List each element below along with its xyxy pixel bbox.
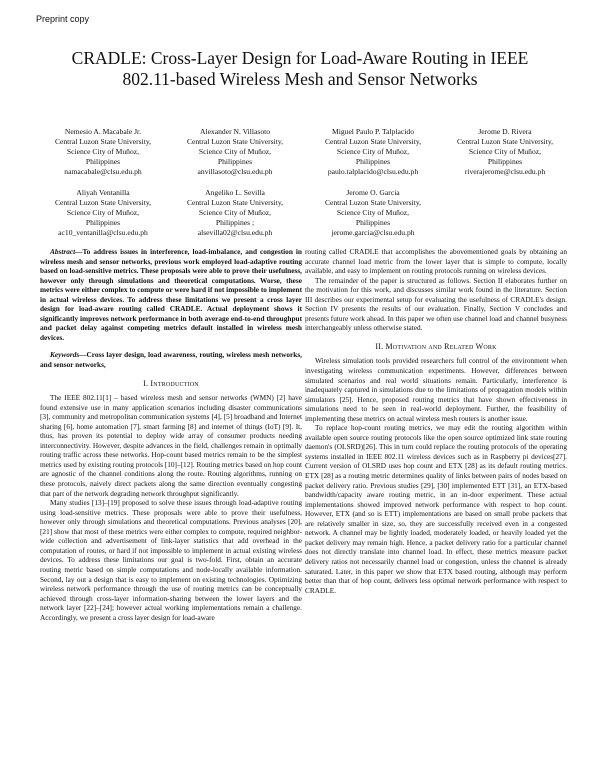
author-email: alsevilla02@clsu.edu.ph: [197, 228, 273, 237]
section-heading-introduction: I. Introduction: [143, 378, 199, 388]
author-country: Philippines: [85, 157, 121, 166]
author-city: Science City of Muñoz,: [66, 147, 140, 156]
paragraph: Wireless simulation tools provided researchers full control of the environment when investigating wireless communication experiments. However, differences between simulated scenarios and real world situations remain. Particularly, interference is inadequately captured in simulations due to the limitations of propagation models within simulators [25]. Hence, proposed routing metrics that have shown effectiveness in simulations need to be seen in real-world deployment. Further, the feasibility of implementing these metrics on actual wireless mesh routers is another issue.: [305, 356, 567, 423]
keywords-text: Cross layer design, load awareness, routing, wireless mesh networks, and sensor networks,: [40, 350, 302, 370]
author-affiliation: Central Luzon State University,: [456, 137, 554, 146]
author-affiliation: Central Luzon State University,: [324, 198, 422, 207]
author-city: Science City of Muñoz,: [198, 208, 272, 217]
author-email: anvillasoto@clsu.edu.ph: [197, 167, 273, 176]
author-block: [38, 188, 168, 238]
author-city: Science City of Muñoz,: [198, 147, 272, 156]
right-column: [305, 247, 567, 595]
paragraph: The IEEE 802.11[1] – based wireless mesh and sensor networks (WMN) [2] have found extensive use in many application scenarios including disaster communications [3], community and metropolitan communication systems [4], [5] broadband and Internet sharing [6], home automation [7], smart farming [8] and internet of things (IoT) [9]. It, thus, has proven its potential to deploy wide array of consumer products needing interconnectivity. However, despite advances in the field, challenges remain in optimally routing traffic across these networks. Hop-count based metrics remain to be the simplest metrics used by existing routing protocols [10]–[12]. Routing metrics based on hop count are agnostic of the channel conditions along the route. Routing algorithms, running on these protocols, naively direct packets along the same direction eventually congesting that part of the network degrading network throughput significantly.: [40, 393, 302, 498]
author-city: Science City of Muñoz,: [336, 147, 410, 156]
author-city: Science City of Muñoz,: [66, 208, 140, 217]
author-affiliation: Central Luzon State University,: [186, 198, 284, 207]
paper-title: CRADLE: Cross-Layer Design for Load-Aware Routing in IEEE 802.11-based Wireless Mesh and Sensor Networks: [71, 48, 529, 89]
author-country: Philippines: [217, 157, 253, 166]
author-city: Science City of Muñoz,: [336, 208, 410, 217]
author-name: Aliyah Ventanilla: [76, 188, 130, 197]
abstract-label: Abstract: [50, 247, 76, 256]
author-name: Alexander N. Villasoto: [199, 127, 271, 136]
author-email: jerome.garcia@clsu.edu.ph: [331, 228, 415, 237]
author-country: Philippines: [487, 157, 523, 166]
author-email: paulo.talplacido@clsu.edu.ph: [327, 167, 419, 176]
paragraph: Many studies [13]–[19] proposed to solve these issues through load-adaptive routing using load-sensitive metrics. These proposals were able to prove their usefulness, however only through simulations and theoretical computations. Previous analyses [20], [21] show that most of these metrics were either complex to compute, required neighbor-wide collection and advertisement of link-layer statistics that add overhead in the computation of routes, or hard if not impossible to implement in actual existing wireless devices. To address these limitations our goal is two-fold. First, obtain an accurate routing metric based on simple computations and node-locally available information. Second, lay out a design that is easy to implement on existing technologies. Optimizing wireless network performance through the use of routing metrics can be conceptually achieved through cross-layer information-sharing between the lower layers and the network layer [22]–[24]; however actual working implementations remain a challenge. Accordingly, we present a cross layer design for load-aware: [40, 498, 302, 622]
author-affiliation: Central Luzon State University,: [54, 198, 152, 207]
author-email: ac10_ventanilla@clsu.edu.ph: [58, 228, 148, 237]
author-block: [308, 188, 438, 238]
paragraph: The remainder of the paper is structured as follows. Section II elaborates further on the motivation for this work, and discusses similar work found in the literature. Section III describes our experimental setup for evaluating the usefulness of CRADLE's design. Section IV presents the results of our evaluation. Finally, Section V concludes and presents future work ahead. In this paper we often use channel load and channel busyness interchangeably unless otherwise stated.: [305, 275, 567, 333]
author-name: Miguel Paulo P. Talplacido: [331, 127, 414, 136]
author-affiliation: Central Luzon State University,: [186, 137, 284, 146]
author-city: Science City of Muñoz,: [468, 147, 542, 156]
author-country: Philippines: [85, 218, 121, 227]
author-email: riverajerome@clsu.edu.ph: [464, 167, 546, 176]
left-column: [40, 247, 302, 622]
author-name: Jerome O. Garcia: [346, 188, 400, 197]
preprint-label: Preprint copy: [36, 14, 90, 24]
author-name: Jerome D. Rivera: [478, 127, 532, 136]
author-affiliation: Central Luzon State University,: [54, 137, 152, 146]
author-name: Nemesio A. Macabale Jr.: [64, 127, 142, 136]
author-block: [170, 127, 300, 177]
keywords: Keywords—Cross layer design, load awareness, routing, wireless mesh networks, and sensor networks,: [40, 350, 302, 370]
author-country: Philippines: [355, 218, 391, 227]
author-block: [308, 127, 438, 177]
author-block: [170, 188, 300, 238]
abstract: Abstract—To address issues in interference, load-imbalance, and congestion in wireless mesh and sensor networks, previous work employed load-adaptive routing based on load-sensitive metrics. These proposals were able to prove their usefulness, however only through simulations and theoretical computations. Worse, these metrics were either complex to compute or were hard if not impossible to implement in actual wireless devices. To address these limitations we present a cross layer design for load-aware routing called CRADLE. Actual deployment shows it significantly improves network performance in both average end-to-end throughput and packet delay against competing metrics default installed in wireless mesh devices.: [40, 247, 302, 342]
author-name: Angeliko L. Sevilla: [205, 188, 265, 197]
author-country: Philippines: [355, 157, 391, 166]
section-heading-motivation: II. Motivation and Related Work: [375, 341, 497, 351]
abstract-text: To address issues in interference, load-imbalance, and congestion in wireless mesh and sensor networks, previous work employed load-adaptive routing based on load-sensitive metrics. These proposals were able to prove their usefulness, however only through simulations and theoretical computations. Worse, these metrics were either complex to compute or were hard if not impossible to implement in actual wireless devices. To address these limitations we present a cross layer design for load-aware routing called CRADLE. Actual deployment shows it significantly improves network performance in both average end-to-end throughput and packet delay against competing metrics default installed in wireless mesh devices.: [40, 247, 302, 342]
paragraph: To replace hop-count routing metrics, we may edit the routing algorithm within available open source routing protocols like the open source optimized link state routing daemon's (OLSRD)[26]. This in turn could replace the routing protocols of the operating systems installed in IEEE 802.11 wireless devices such as in Raspberry pi devices[27]. Current version of OLSRD uses hop count and ETX [28] as its default routing metrics. ETX [28] as a routing metric determines quality of links between pairs of nodes based on packet delivery ratio. Previous studies [29], [30] implemented ETT [31], an ETX-based bandwidth/capacity aware routing metric, in an in-door experiment. These actual implementations showed improved network performance with respect to hop count. However, ETX (and so is ETT) implementations are based on small probe packets that are relatively smaller in size, so, they are successfully received even in a congested network. A channel may be lightly loaded, moderately loaded, or heavily loaded yet the packet delivery may remain high. Hence, a packet delivery ratio for a particular channel does not directly translate into channel load. In effect, these metrics measure packet delivery ratios not necessarily channel load or congestion, unless the channel is already saturated. Later, in this paper we show that ETX based routing, although may perform better than that of hop count, delivers less optimal network performance with respect to CRADLE.: [305, 423, 567, 595]
author-email: namacabale@clsu.edu.ph: [64, 167, 142, 176]
author-block: [38, 127, 168, 177]
author-block: [440, 127, 570, 177]
keywords-label: Keywords: [50, 350, 80, 360]
author-country: Philippines ;: [215, 218, 255, 227]
paragraph: routing called CRADLE that accomplishes the abovementioned goals by obtaining an accurate channel load metric from the lower layer that is simple to compute, locally available, and easy to implement on routing protocols running on wireless devices.: [305, 247, 567, 276]
author-affiliation: Central Luzon State University,: [324, 137, 422, 146]
